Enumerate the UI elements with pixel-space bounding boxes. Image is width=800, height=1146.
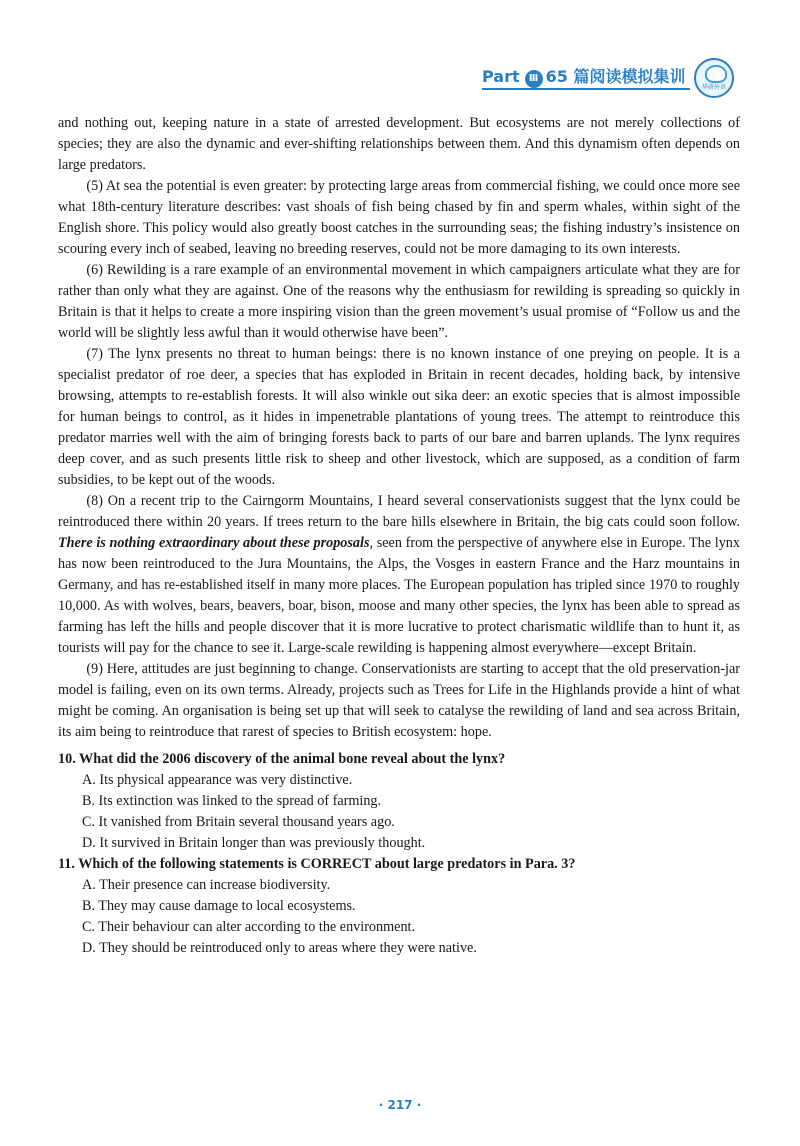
question-11 (58, 854, 740, 959)
option-b: B. Its extinction was linked to the spread of farming. (82, 793, 382, 809)
question-10 (58, 749, 740, 854)
emphasized-phrase: There is nothing extraordinary about these proposals (58, 535, 370, 551)
option-b: B. They may cause damage to local ecosystems. (82, 898, 356, 914)
paragraph-7: (7) The lynx presents no threat to human beings: there is no known instance of one preying on people. It is a specialist predator of roe deer, a species that has exploded in Britain in recent decades, holding back, by intensive browsing, attempts to re-establish forests. It will also winkle out sika deer: an exotic species that is almost impossible for human beings to control, as it hides in impenetrable plantations of young trees. The attempt to reintroduce this predator marries well with the aim of bringing forests back to parts of our bare and barren uplands. The lynx requires deep cover, and as such presents little risk to sheep and other livestock, which are supposed, as a condition of farm subsidies, to be kept out of the woods. (58, 346, 740, 488)
publisher-logo-icon (694, 58, 734, 98)
paragraph-6: (6) Rewilding is a rare example of an environmental movement in which campaigners articulate what they are for rather than only what they are against. One of the reasons why the enthusiasm for rewilding is spreading so quickly in Britain is that it helps to create a more inspiring vision than the green movement’s usual promise of “Follow us and the world will be slightly less awful than it would otherwise have been”. (58, 262, 740, 341)
question-title: 10. What did the 2006 discovery of the animal bone reveal about the lynx? (58, 751, 506, 767)
header-title-row (482, 64, 685, 88)
option-a: A. Its physical appearance was very distinctive. (82, 772, 353, 788)
option-d: D. It survived in Britain longer than was previously thought. (82, 835, 426, 851)
header-rule (482, 88, 690, 90)
paragraph-8 (58, 491, 740, 659)
paragraph-9: (9) Here, attitudes are just beginning to change. Conservationists are starting to accept that the old preservation-jar model is failing, even on its own terms. Already, projects such as Trees for Life in the Highlands provide a hint of what might be coming. An organisation is being set up that will seek to catalyse the rewilding of land and sea across Britain, its aim being to reintroduce that rarest of species to British ecosystem: hope. (58, 661, 740, 740)
paragraph-5: (5) At sea the potential is even greater: by protecting large areas from commercial fishing, we could once more see what 18th-century literature describes: vast shoals of fish being chased by fin and sperm whales, within sight of the English shore. This policy would also greatly boost catches in the surrounding seas; the fishing industry’s insistence on scouring every inch of seabed, leaving no breeding reserves, could not be more damaging to its own interests. (58, 178, 740, 257)
page-header (472, 58, 740, 98)
paragraph-8-before: (8) On a recent trip to the Cairngorm Mountains, I heard several conservationists suggest that the lynx could be reintroduced there within 20 years. If trees return to the bare hills elsewhere in Britain, the big cats could soon follow. (58, 493, 740, 530)
option-c: C. It vanished from Britain several thousand years ago. (82, 814, 395, 830)
part-label: Part (482, 67, 520, 86)
option-a: A. Their presence can increase biodiversity. (82, 877, 331, 893)
logo-mascot-icon (705, 65, 727, 83)
part-numeral-badge: Ⅲ (525, 70, 543, 88)
question-title: 11. Which of the following statements is CORRECT about large predators in Para. 3? (58, 856, 576, 872)
article-body (58, 113, 740, 959)
option-d: D. They should be reintroduced only to areas where they were native. (82, 940, 477, 956)
page-number: · 217 · (378, 1098, 422, 1112)
paragraph-continued: and nothing out, keeping nature in a state of arrested development. But ecosystems are not merely collections of species; they are also the dynamic and ever-shifting relationships between them. And this dynamism often depends on large predators. (58, 115, 740, 173)
paragraph-8-after: , seen from the perspective of anywhere else in Europe. The lynx has now been reintroduced to the Jura Mountains, the Alps, the Vosges in eastern France and the Harz mountains in Germany, and has re-established itself in many more places. The European population has tripled since 1970 to roughly 10,000. As with wolves, bears, beavers, boar, bison, moose and many other species, the lynx has been able to spread as farming has left the hills and people discover that it is more lucrative to protect charismatic wildlife than to hunt it, as tourists will pay for the chance to see it. Large-scale rewilding is happening almost everywhere—except Britain. (58, 535, 740, 656)
section-title: 65 篇阅读模拟集训 (545, 67, 686, 86)
logo-text: 华研外语 (701, 84, 726, 91)
option-c: C. Their behaviour can alter according to the environment. (82, 919, 416, 935)
